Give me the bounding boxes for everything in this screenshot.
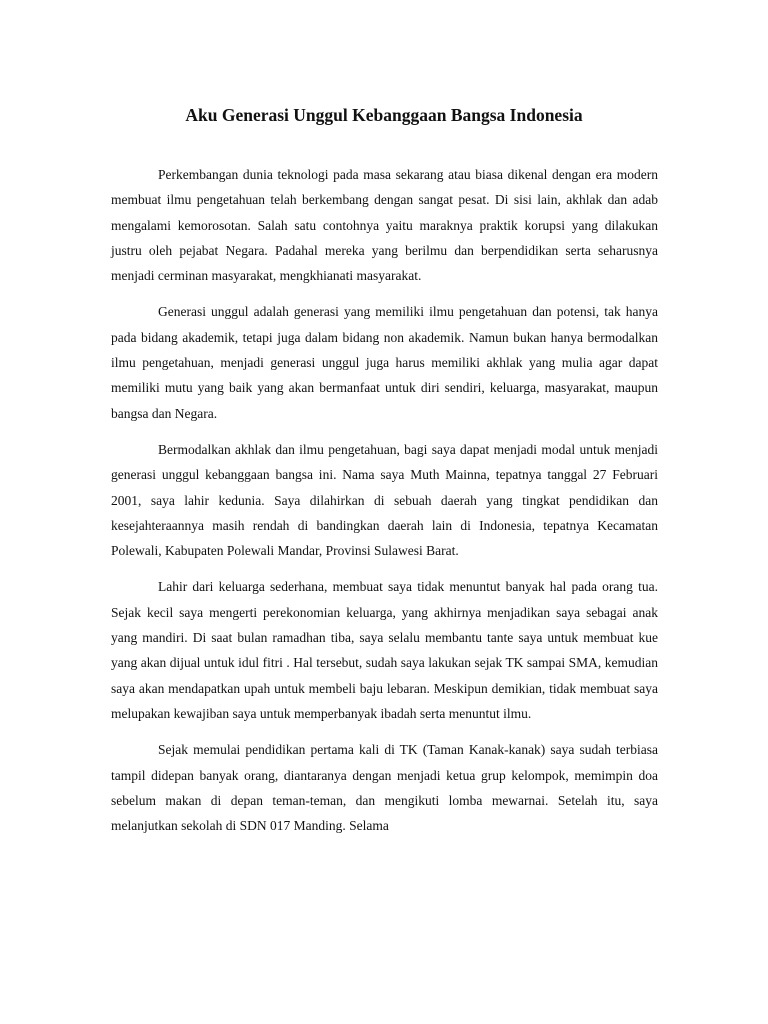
paragraph-2: Generasi unggul adalah generasi yang memiliki ilmu pengetahuan dan potensi, tak hanya pada bidang akademik, tetapi juga dalam bidang non akademik. Namun bukan hanya bermodalkan ilmu pengetahuan, menjadi generasi unggul juga harus memiliki akhlak yang mulia agar dapat memiliki mutu yang baik yang akan bermanfaat untuk diri sendiri, keluarga, masyarakat, maupun bangsa dan Negara. [111,304,658,421]
document-body [111,162,658,849]
paragraph-4: Lahir dari keluarga sederhana, membuat saya tidak menuntut banyak hal pada orang tua. Sejak kecil saya mengerti perekonomian keluarga, yang akhirnya menjadikan saya sebagai anak yang mandiri. Di saat bulan ramadhan tiba, saya selalu membantu tante saya untuk membuat kue yang akan dijual untuk idul fitri . Hal tersebut, sudah saya lakukan sejak TK sampai SMA, kemudian saya akan mendapatkan upah untuk membeli baju lebaran. Meskipun demikian, tidak membuat saya melupakan kewajiban saya untuk memperbanyak ibadah serta menuntut ilmu. [111,579,658,721]
paragraph-3: Bermodalkan akhlak dan ilmu pengetahuan, bagi saya dapat menjadi modal untuk menjadi generasi unggul kebanggaan bangsa ini. Nama saya Muth Mainna, tepatnya tanggal 27 Februari 2001, saya lahir kedunia. Saya dilahirkan di sebuah daerah yang tingkat pendidikan dan kesejahteraannya masih rendah di bandingkan daerah lain di Indonesia, tepatnya Kecamatan Polewali, Kabupaten Polewali Mandar, Provinsi Sulawesi Barat. [111,441,658,559]
paragraph-1: Perkembangan dunia teknologi pada masa sekarang atau biasa dikenal dengan era modern membuat ilmu pengetahuan telah berkembang dengan sangat pesat. Di sisi lain, akhlak dan adab mengalami kemorosotan. Salah satu contohnya yaitu maraknya praktik korupsi yang dilakukan justru oleh pejabat Negara. Padahal mereka yang berilmu dan berpendidikan serta seharusnya menjadi cerminan masyarakat, mengkhianati masyarakat. [111,167,658,284]
paragraph-5: Sejak memulai pendidikan pertama kali di TK (Taman Kanak-kanak) saya sudah terbiasa tampil didepan banyak orang, diantaranya dengan menjadi ketua grup kelompok, memimpin doa sebelum makan di depan teman-teman, dan mengikuti lomba mewarnai. Setelah itu, saya melanjutkan sekolah di SDN 017 Manding. Selama [111,742,658,834]
document-title: Aku Generasi Unggul Kebanggaan Bangsa Indonesia [185,105,583,125]
